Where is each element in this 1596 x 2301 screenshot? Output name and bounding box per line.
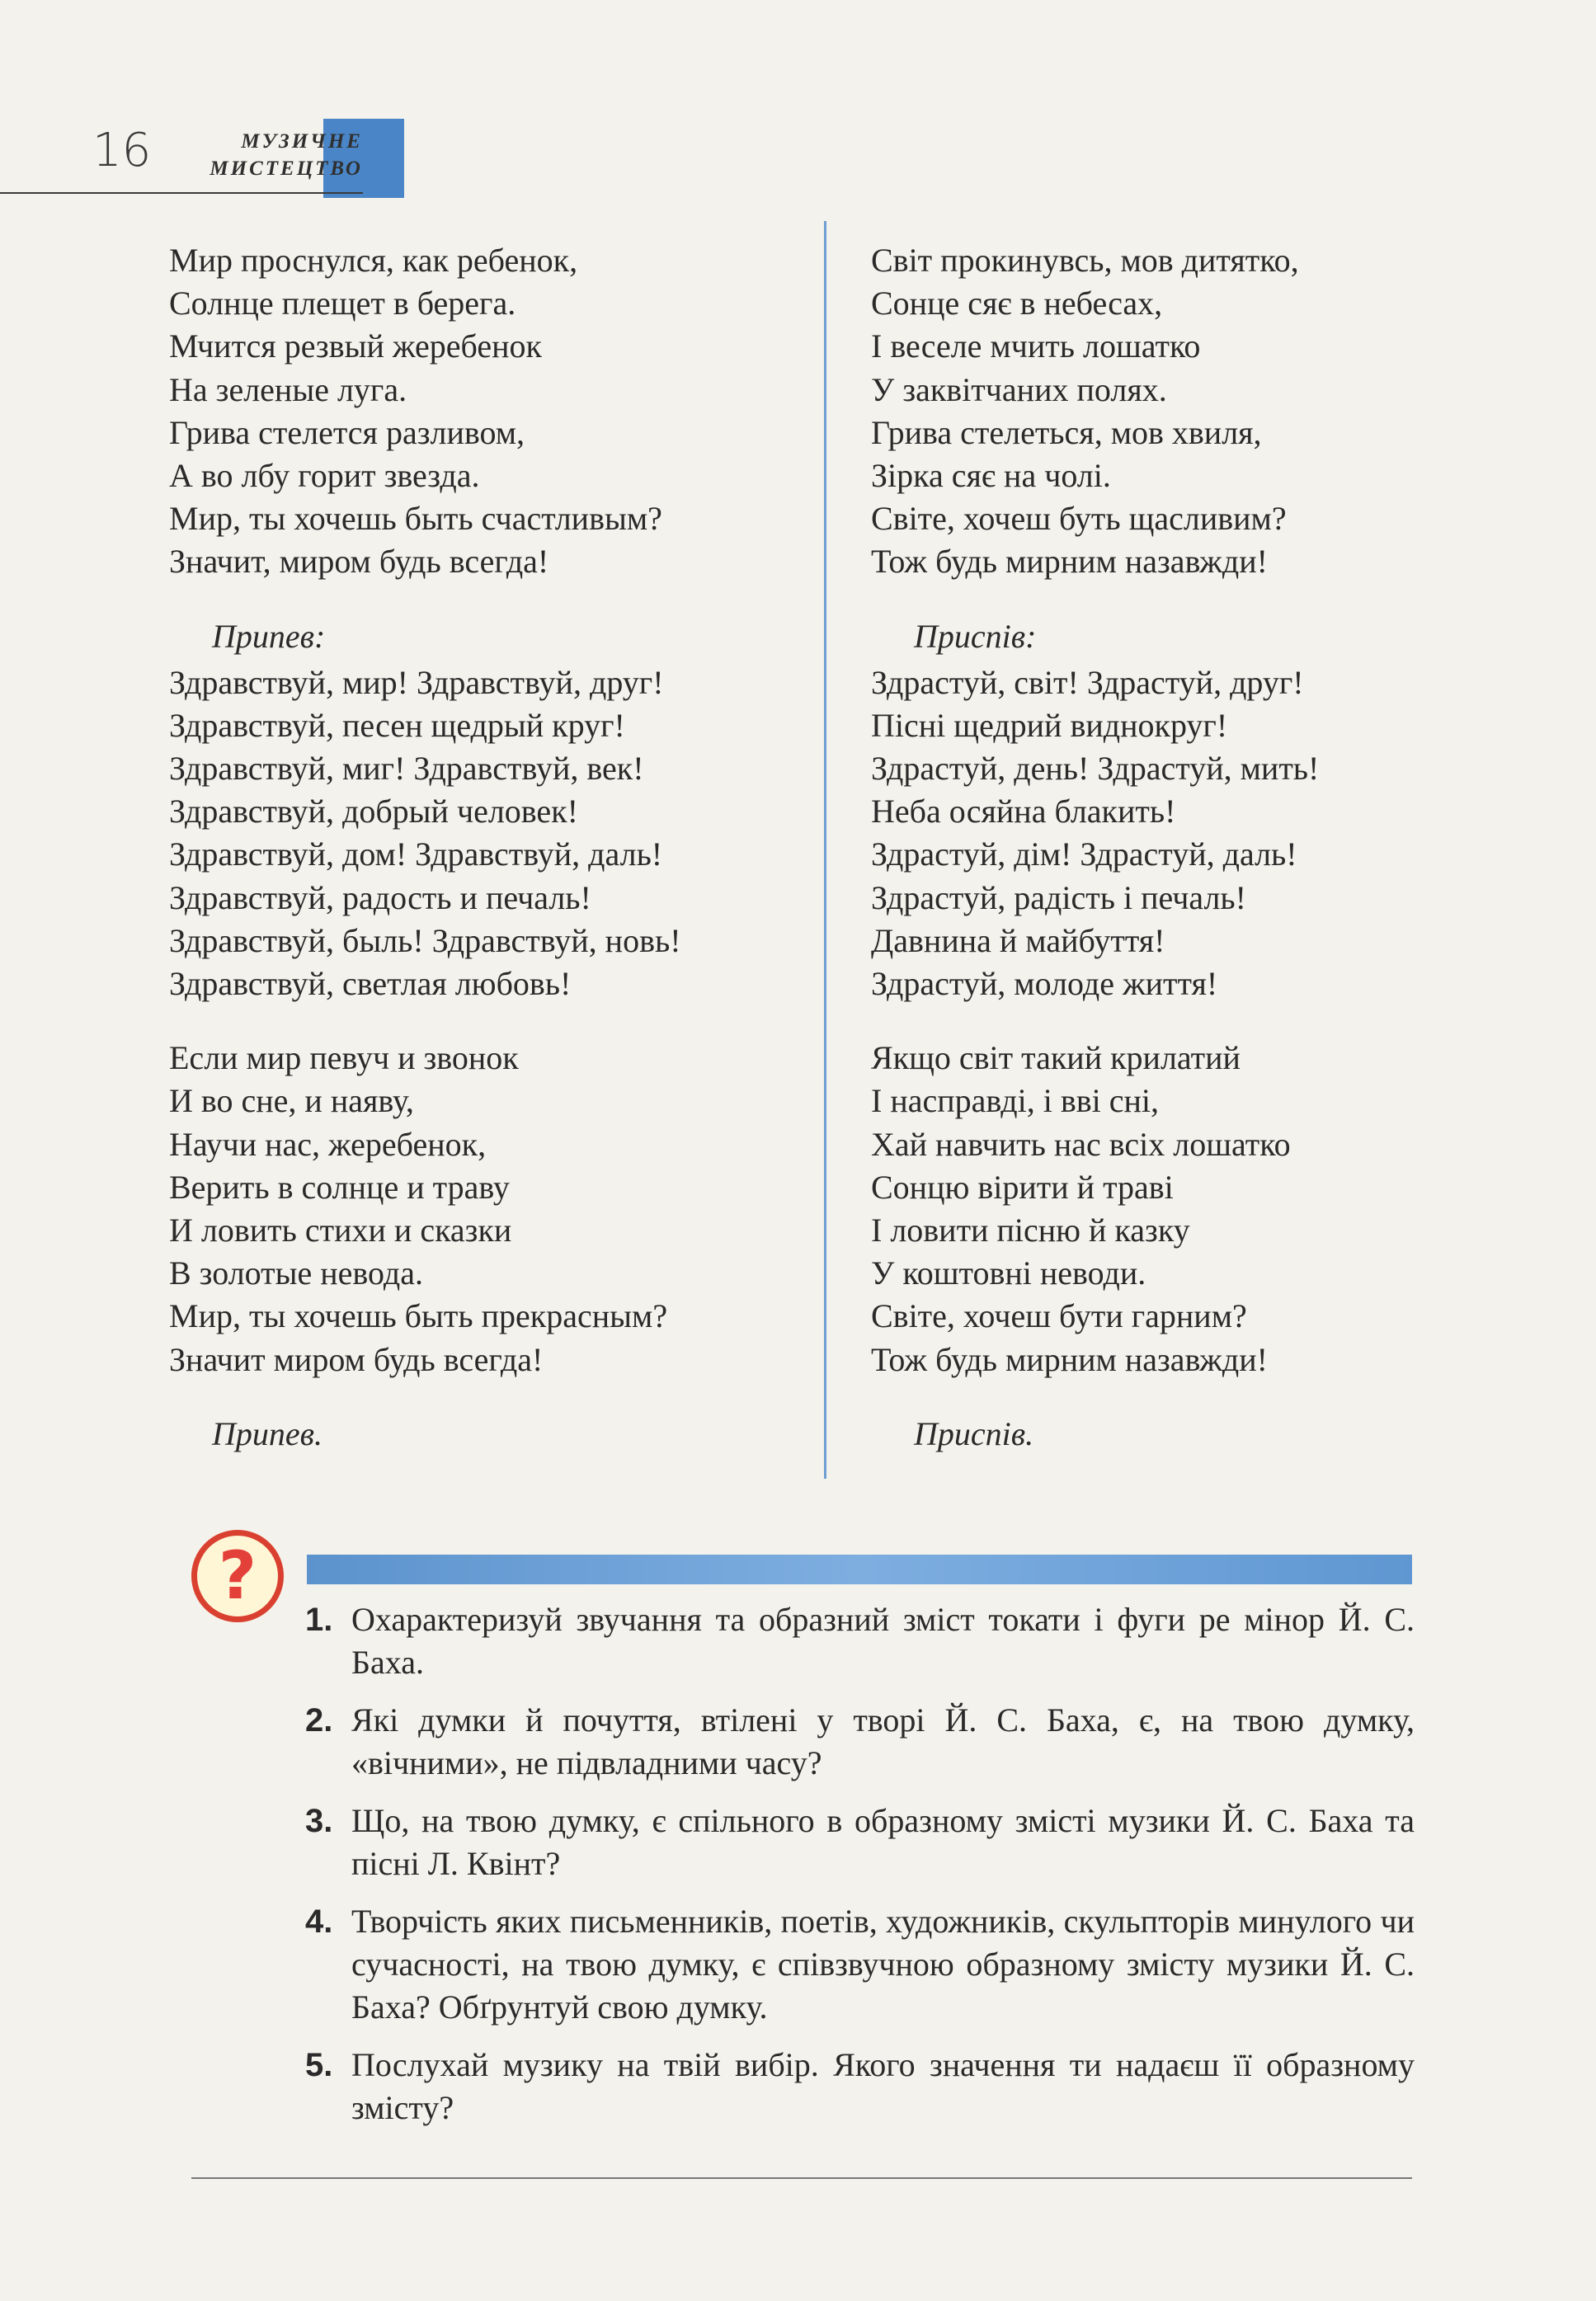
poem-line: Мир проснулся, как ребенок, xyxy=(169,242,578,279)
poem-line: Грива стелеться, мов хвиля, xyxy=(871,413,1262,451)
poem-line: Тож будь мирним назавжди! xyxy=(871,1340,1268,1378)
poem-line: Здрастуй, радість і печаль! xyxy=(871,878,1246,916)
column-divider xyxy=(824,221,826,1479)
poem-line: Здрастуй, дім! Здрастуй, даль! xyxy=(871,835,1297,873)
question-text: Послухай музику на твій вибір. Якого значення ти надаєш її образному змісту? xyxy=(351,2046,1415,2126)
poem-line: Научи нас, жеребенок, xyxy=(169,1125,487,1163)
poem-line: И во сне, и наяву, xyxy=(169,1082,414,1120)
page-number: 16 xyxy=(92,124,152,177)
header-rule xyxy=(0,192,363,194)
question-number: 4. xyxy=(305,1903,333,1940)
refrain-label: Приспів: xyxy=(914,617,1037,655)
poem-line: Здрастуй, день! Здрастуй, мить! xyxy=(871,750,1320,788)
subject-title-line1: МУЗИЧНЕ xyxy=(241,130,363,153)
poem-line: Мир, ты хочешь быть прекрасным? xyxy=(169,1297,668,1335)
poem-line: На зеленые луга. xyxy=(169,370,407,408)
poem-line: Світе, хочеш буть щасливим? xyxy=(871,500,1287,538)
stanza-2 xyxy=(169,1037,804,1381)
question-item xyxy=(305,1900,1415,2029)
poem-line: І ловити пісню й казку xyxy=(871,1211,1190,1249)
poem-line: Здравствуй, мир! Здравствуй, друг! xyxy=(169,663,664,701)
poem-line: Здравствуй, радость и печаль! xyxy=(169,878,591,916)
refrain-label: Припев: xyxy=(212,617,326,655)
poem-line: Мчится резвый жеребенок xyxy=(169,327,542,365)
refrain xyxy=(169,661,804,1006)
question-item xyxy=(305,1598,1415,1684)
poem-line: Значит, миром будь всегда! xyxy=(169,543,549,581)
poem-line: Здравствуй, быль! Здравствуй, новь! xyxy=(169,921,681,959)
question-text: Творчість яких письменників, поетів, художників, скульпторів минулого чи сучасності, на твою думку, є співзвучною образному змісту музики Й. С. Баха? Обґрунтуй свою думку. xyxy=(351,1903,1415,2026)
poem-line: Здравствуй, светлая любовь! xyxy=(169,965,572,1002)
poem-line: Грива стелется разливом, xyxy=(169,413,525,451)
refrain-end-label: Приспів. xyxy=(914,1414,1034,1452)
poem-line: Здрастуй, молоде життя! xyxy=(871,965,1218,1002)
poem-line: Здравствуй, дом! Здравствуй, даль! xyxy=(169,835,663,873)
poem-russian xyxy=(169,239,804,1459)
subject-title xyxy=(188,128,363,182)
poem-line: У заквітчаних полях. xyxy=(871,370,1167,408)
poem-line: В золотые невода. xyxy=(169,1254,423,1292)
poem-line: Якщо світ такий крилатий xyxy=(871,1039,1241,1077)
poem-line: Сонцю вірити й траві xyxy=(871,1168,1174,1206)
poem-line: Здравствуй, добрый человек! xyxy=(169,793,578,831)
stanza-1 xyxy=(169,239,804,584)
poem-line: Если мир певуч и звонок xyxy=(169,1039,519,1077)
poem-line: Здравствуй, миг! Здравствуй, век! xyxy=(169,750,644,788)
bottom-rule xyxy=(191,2177,1412,2179)
question-number: 5. xyxy=(305,2047,333,2083)
subject-title-line2: МИСТЕЦТВО xyxy=(210,158,363,180)
question-item xyxy=(305,1699,1415,1785)
poem-line: Світе, хочеш бути гарним? xyxy=(871,1297,1247,1335)
poem-line: И ловить стихи и сказки xyxy=(169,1211,512,1249)
stanza-1 xyxy=(871,239,1531,584)
poem-line: Здравствуй, песен щедрый круг! xyxy=(169,706,625,744)
questions-list xyxy=(305,1598,1415,2144)
poem-line: Верить в солнце и траву xyxy=(169,1168,510,1206)
poem-line: Хай навчить нас всіх лошатко xyxy=(871,1125,1291,1163)
poem-line: Пісні щедрий виднокруг! xyxy=(871,706,1228,744)
poem-line: У коштовні неводи. xyxy=(871,1254,1146,1292)
poem-line: І веселе мчить лошатко xyxy=(871,327,1201,365)
poem-line: Тож будь мирним назавжди! xyxy=(871,543,1268,581)
question-text: Які думки й почуття, втілені у творі Й. С. Баха, є, на твою думку, «вічними», не підвладними часу? xyxy=(351,1701,1415,1781)
poem-line: І насправді, і вві сні, xyxy=(871,1082,1160,1120)
poem-ukrainian xyxy=(871,239,1531,1459)
question-item xyxy=(305,2044,1415,2129)
refrain-end-label: Припев. xyxy=(212,1414,323,1452)
poem-line: Значит миром будь всегда! xyxy=(169,1340,544,1378)
poem-line: Мир, ты хочешь быть счастливым? xyxy=(169,500,662,538)
poem-line: Солнце плещет в берега. xyxy=(169,285,516,322)
poem-line: Сонце сяє в небесах, xyxy=(871,285,1163,322)
question-text: Що, на твою думку, є спільного в образному змісті музики Й. С. Баха та пісні Л. Квінт? xyxy=(351,1802,1415,1882)
poem-line: Зірка сяє на чолі. xyxy=(871,456,1111,494)
question-mark-icon: ? xyxy=(191,1530,284,1622)
poem-line: Світ прокинувсь, мов дитятко, xyxy=(871,242,1299,279)
question-number: 2. xyxy=(305,1702,333,1739)
questions-header-bar xyxy=(307,1555,1412,1584)
poem-line: А во лбу горит звезда. xyxy=(169,456,480,494)
poem-line: Здрастуй, світ! Здрастуй, друг! xyxy=(871,663,1304,701)
question-number: 3. xyxy=(305,1803,333,1839)
question-text: Охарактеризуй звучання та образний зміст токати і фуги ре мінор Й. С. Баха. xyxy=(351,1601,1415,1681)
poem-line: Давнина й майбуття! xyxy=(871,921,1165,959)
refrain xyxy=(871,661,1531,1006)
question-number: 1. xyxy=(305,1602,333,1638)
question-item xyxy=(305,1800,1415,1885)
stanza-2 xyxy=(871,1037,1531,1381)
poem-line: Неба осяйна блакить! xyxy=(871,793,1176,831)
